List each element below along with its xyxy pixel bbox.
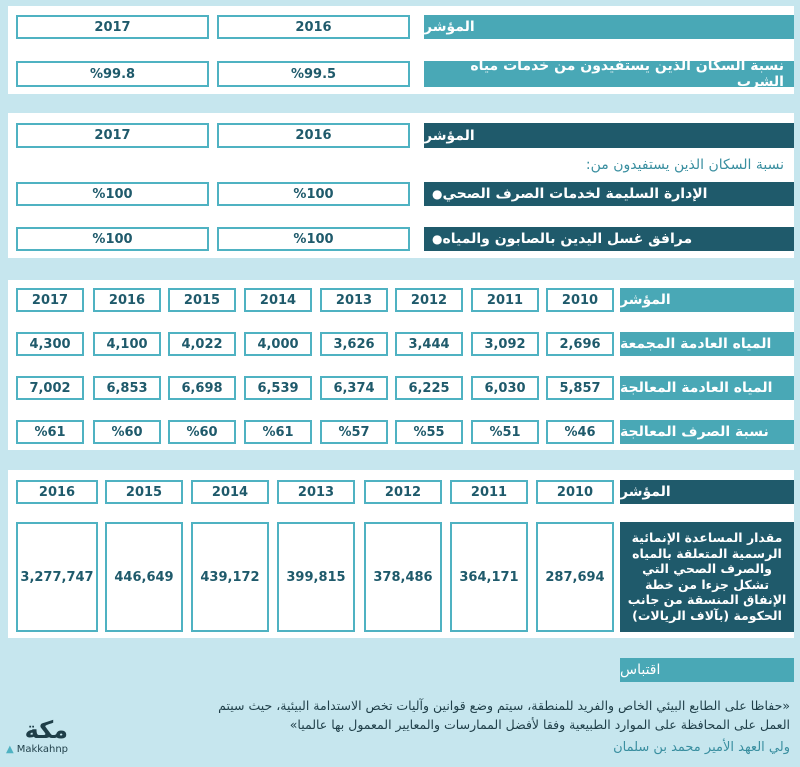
bird-icon: ▲ <box>6 744 14 755</box>
s3-indicator-header: المؤشر <box>620 288 794 312</box>
s4-row-label <box>620 522 794 632</box>
s3-row3-value: %51 <box>471 420 539 444</box>
s4-value: 439,172 <box>191 522 269 632</box>
s3-row2-value: 6,698 <box>168 376 236 400</box>
s1-year-2017: 2017 <box>16 15 209 39</box>
s4-label-line: مقدار المساعدة الإنمائية <box>631 530 783 545</box>
s3-row3-value: %61 <box>244 420 312 444</box>
s4-year-2016: 2016 <box>16 480 98 504</box>
bullet-icon: ● <box>432 232 443 246</box>
s3-row3-value: %60 <box>168 420 236 444</box>
s2-row1-value-2016: %100 <box>217 182 410 206</box>
s3-row1-value: 3,626 <box>320 332 388 356</box>
s3-row1-value: 4,100 <box>93 332 161 356</box>
s3-row2-value: 6,225 <box>395 376 463 400</box>
s4-indicator-header: المؤشر <box>620 480 794 504</box>
s2-row2-value-2017: %100 <box>16 227 209 251</box>
logo <box>6 716 68 755</box>
s3-row2-value: 6,374 <box>320 376 388 400</box>
s3-row3-label: نسبة الصرف المعالجة <box>620 420 794 444</box>
s3-row3-value: %61 <box>16 420 84 444</box>
s3-row3-value: %46 <box>546 420 614 444</box>
s3-year-2016: 2016 <box>93 288 161 312</box>
s3-year-2014: 2014 <box>244 288 312 312</box>
s3-year-2011: 2011 <box>471 288 539 312</box>
s3-row2-value: 5,857 <box>546 376 614 400</box>
s4-value: 364,171 <box>450 522 528 632</box>
section-sanitation <box>8 113 794 258</box>
s4-value: 399,815 <box>277 522 355 632</box>
s4-year-2015: 2015 <box>105 480 183 504</box>
s3-row1-value: 4,300 <box>16 332 84 356</box>
s3-row2-value: 6,539 <box>244 376 312 400</box>
s2-subheading: نسبة السكان الذين يستفيدون من: <box>585 157 784 173</box>
s3-row2-value: 6,853 <box>93 376 161 400</box>
s2-row1-text: الإدارة السليمة لخدمات الصرف الصحي <box>442 186 708 202</box>
s3-row3-value: %57 <box>320 420 388 444</box>
s3-row1-value: 3,444 <box>395 332 463 356</box>
quote-source: ولي العهد الأمير محمد بن سلمان <box>613 740 790 755</box>
s2-row1-value-2017: %100 <box>16 182 209 206</box>
s3-row3-value: %60 <box>93 420 161 444</box>
s3-row1-label: المياه العادمة المجمعة <box>620 332 794 356</box>
s2-year-2017: 2017 <box>16 123 209 148</box>
s4-year-2013: 2013 <box>277 480 355 504</box>
s4-value: 378,486 <box>364 522 442 632</box>
s4-label-line: الإنفاق المنسقة من جانب <box>627 592 787 607</box>
s2-row2-text: مرافق غسل اليدين بالصابون والمياه <box>442 231 693 247</box>
s3-year-2012: 2012 <box>395 288 463 312</box>
s4-label-line: الحكومة (بآلاف الريالات) <box>632 607 782 623</box>
s3-row1-value: 3,092 <box>471 332 539 356</box>
s3-year-2010: 2010 <box>546 288 614 312</box>
s1-indicator-header: المؤشر <box>424 15 794 39</box>
section-water-access <box>8 6 794 94</box>
quote-line: «حفاظا على الطابع البيئي الخاص والفريد للمنطقة، سيتم وضع قوانين وآليات تخص الاستدامة البيئية، حيث سيتم <box>218 698 790 713</box>
s1-value-2017: %99.8 <box>16 61 209 87</box>
s1-year-2016: 2016 <box>217 15 410 39</box>
logo-name: مكة <box>24 716 69 744</box>
s4-value: 3,277,747 <box>16 522 98 632</box>
s3-row2-label: المياه العادمة المعالجة <box>620 376 794 400</box>
s2-row1-label <box>424 182 794 206</box>
s4-value: 287,694 <box>536 522 614 632</box>
logo-handle: Makkahnp <box>16 744 69 755</box>
s4-year-2010: 2010 <box>536 480 614 504</box>
section-wastewater <box>8 280 794 450</box>
s4-year-2011: 2011 <box>450 480 528 504</box>
s4-label-line: تشكل جزءا من خطة <box>644 576 770 592</box>
s4-label-line: والصرف الصحي التي <box>642 561 772 576</box>
s4-year-2012: 2012 <box>364 480 442 504</box>
s4-value: 446,649 <box>105 522 183 632</box>
s2-row2-value-2016: %100 <box>217 227 410 251</box>
s3-row1-value: 4,022 <box>168 332 236 356</box>
quote-text <box>80 696 790 734</box>
s1-value-2016: %99.5 <box>217 61 410 87</box>
logo-handle-row <box>6 744 68 755</box>
s3-year-2013: 2013 <box>320 288 388 312</box>
s2-indicator-header: المؤشر <box>424 123 794 148</box>
s3-row1-value: 4,000 <box>244 332 312 356</box>
s2-row2-label <box>424 227 794 251</box>
bullet-icon: ● <box>432 187 443 201</box>
quote-line: العمل على المحافظة على الموارد الطبيعية وفقا لأفضل الممارسات والمعايير المعمول بها عالميا» <box>289 717 790 732</box>
s2-year-2016: 2016 <box>217 123 410 148</box>
section-development-aid <box>8 470 794 638</box>
s3-row1-value: 2,696 <box>546 332 614 356</box>
quote-heading: اقتباس <box>620 658 794 682</box>
s3-year-2015: 2015 <box>168 288 236 312</box>
s3-year-2017: 2017 <box>16 288 84 312</box>
s4-label-line: الرسمية المتعلقة بالمياه <box>632 545 782 561</box>
s3-row2-value: 7,002 <box>16 376 84 400</box>
s4-year-2014: 2014 <box>191 480 269 504</box>
s3-row3-value: %55 <box>395 420 463 444</box>
s1-row-label: نسبة السكان الذين يستفيدون من خدمات مياه الشرب <box>424 61 794 87</box>
s3-row2-value: 6,030 <box>471 376 539 400</box>
